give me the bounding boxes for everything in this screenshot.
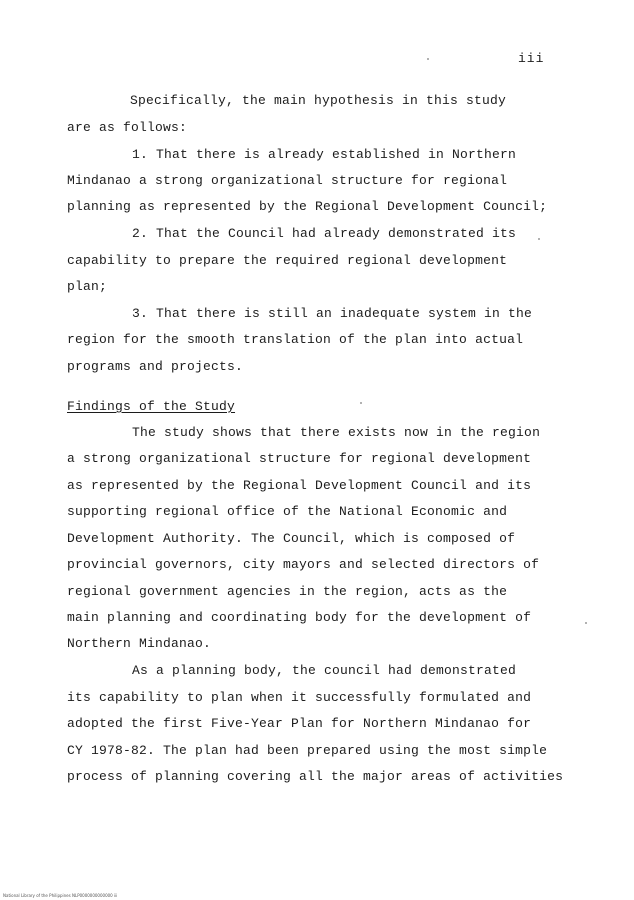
text-line: are as follows: bbox=[67, 120, 188, 135]
text-line: its capability to plan when it successfully formulated and bbox=[67, 690, 532, 705]
text-line: provincial governors, city mayors and selected directors of bbox=[67, 557, 540, 572]
hypothesis-2-line: 2. That the Council had already demonstrated its bbox=[132, 226, 517, 241]
text-line: regional government agencies in the region, acts as the bbox=[67, 584, 508, 599]
scan-speck bbox=[538, 238, 540, 240]
scan-speck bbox=[585, 622, 587, 624]
text-line: Northern Mindanao. bbox=[67, 636, 212, 651]
text-line: capability to prepare the required regional development bbox=[67, 253, 508, 268]
text-line: as represented by the Regional Development Council and its bbox=[67, 478, 532, 493]
text-line: supporting regional office of the National Economic and bbox=[67, 504, 508, 519]
text-line: a strong organizational structure for regional development bbox=[67, 451, 532, 466]
text-line: region for the smooth translation of the plan into actual bbox=[67, 332, 524, 347]
text-line: process of planning covering all the major areas of activities bbox=[67, 769, 564, 784]
text-line: The study shows that there exists now in the region bbox=[132, 425, 541, 440]
text-line: adopted the first Five-Year Plan for Northern Mindanao for bbox=[67, 716, 532, 731]
text-line: main planning and coordinating body for the development of bbox=[67, 610, 532, 625]
text-line: programs and projects. bbox=[67, 359, 244, 374]
hypothesis-3-line: 3. That there is still an inadequate system in the bbox=[132, 306, 533, 321]
text-line: plan; bbox=[67, 279, 108, 294]
footer-stamp: National Library of the Philippines NLP0000000000000 iii bbox=[3, 893, 118, 898]
text-line: Development Authority. The Council, which is composed of bbox=[67, 531, 516, 546]
text-line: Specifically, the main hypothesis in this study bbox=[130, 93, 507, 108]
page-number: iii bbox=[518, 51, 545, 66]
text-line: planning as represented by the Regional Development Council; bbox=[67, 199, 548, 214]
hypothesis-1-line: 1. That there is already established in Northern bbox=[132, 147, 517, 162]
text-line: As a planning body, the council had demonstrated bbox=[132, 663, 517, 678]
section-heading: Findings of the Study bbox=[67, 399, 236, 414]
text-line: CY 1978-82. The plan had been prepared using the most simple bbox=[67, 743, 548, 758]
scan-speck bbox=[360, 402, 362, 404]
scan-speck bbox=[427, 58, 429, 60]
text-line: Mindanao a strong organizational structure for regional bbox=[67, 173, 508, 188]
